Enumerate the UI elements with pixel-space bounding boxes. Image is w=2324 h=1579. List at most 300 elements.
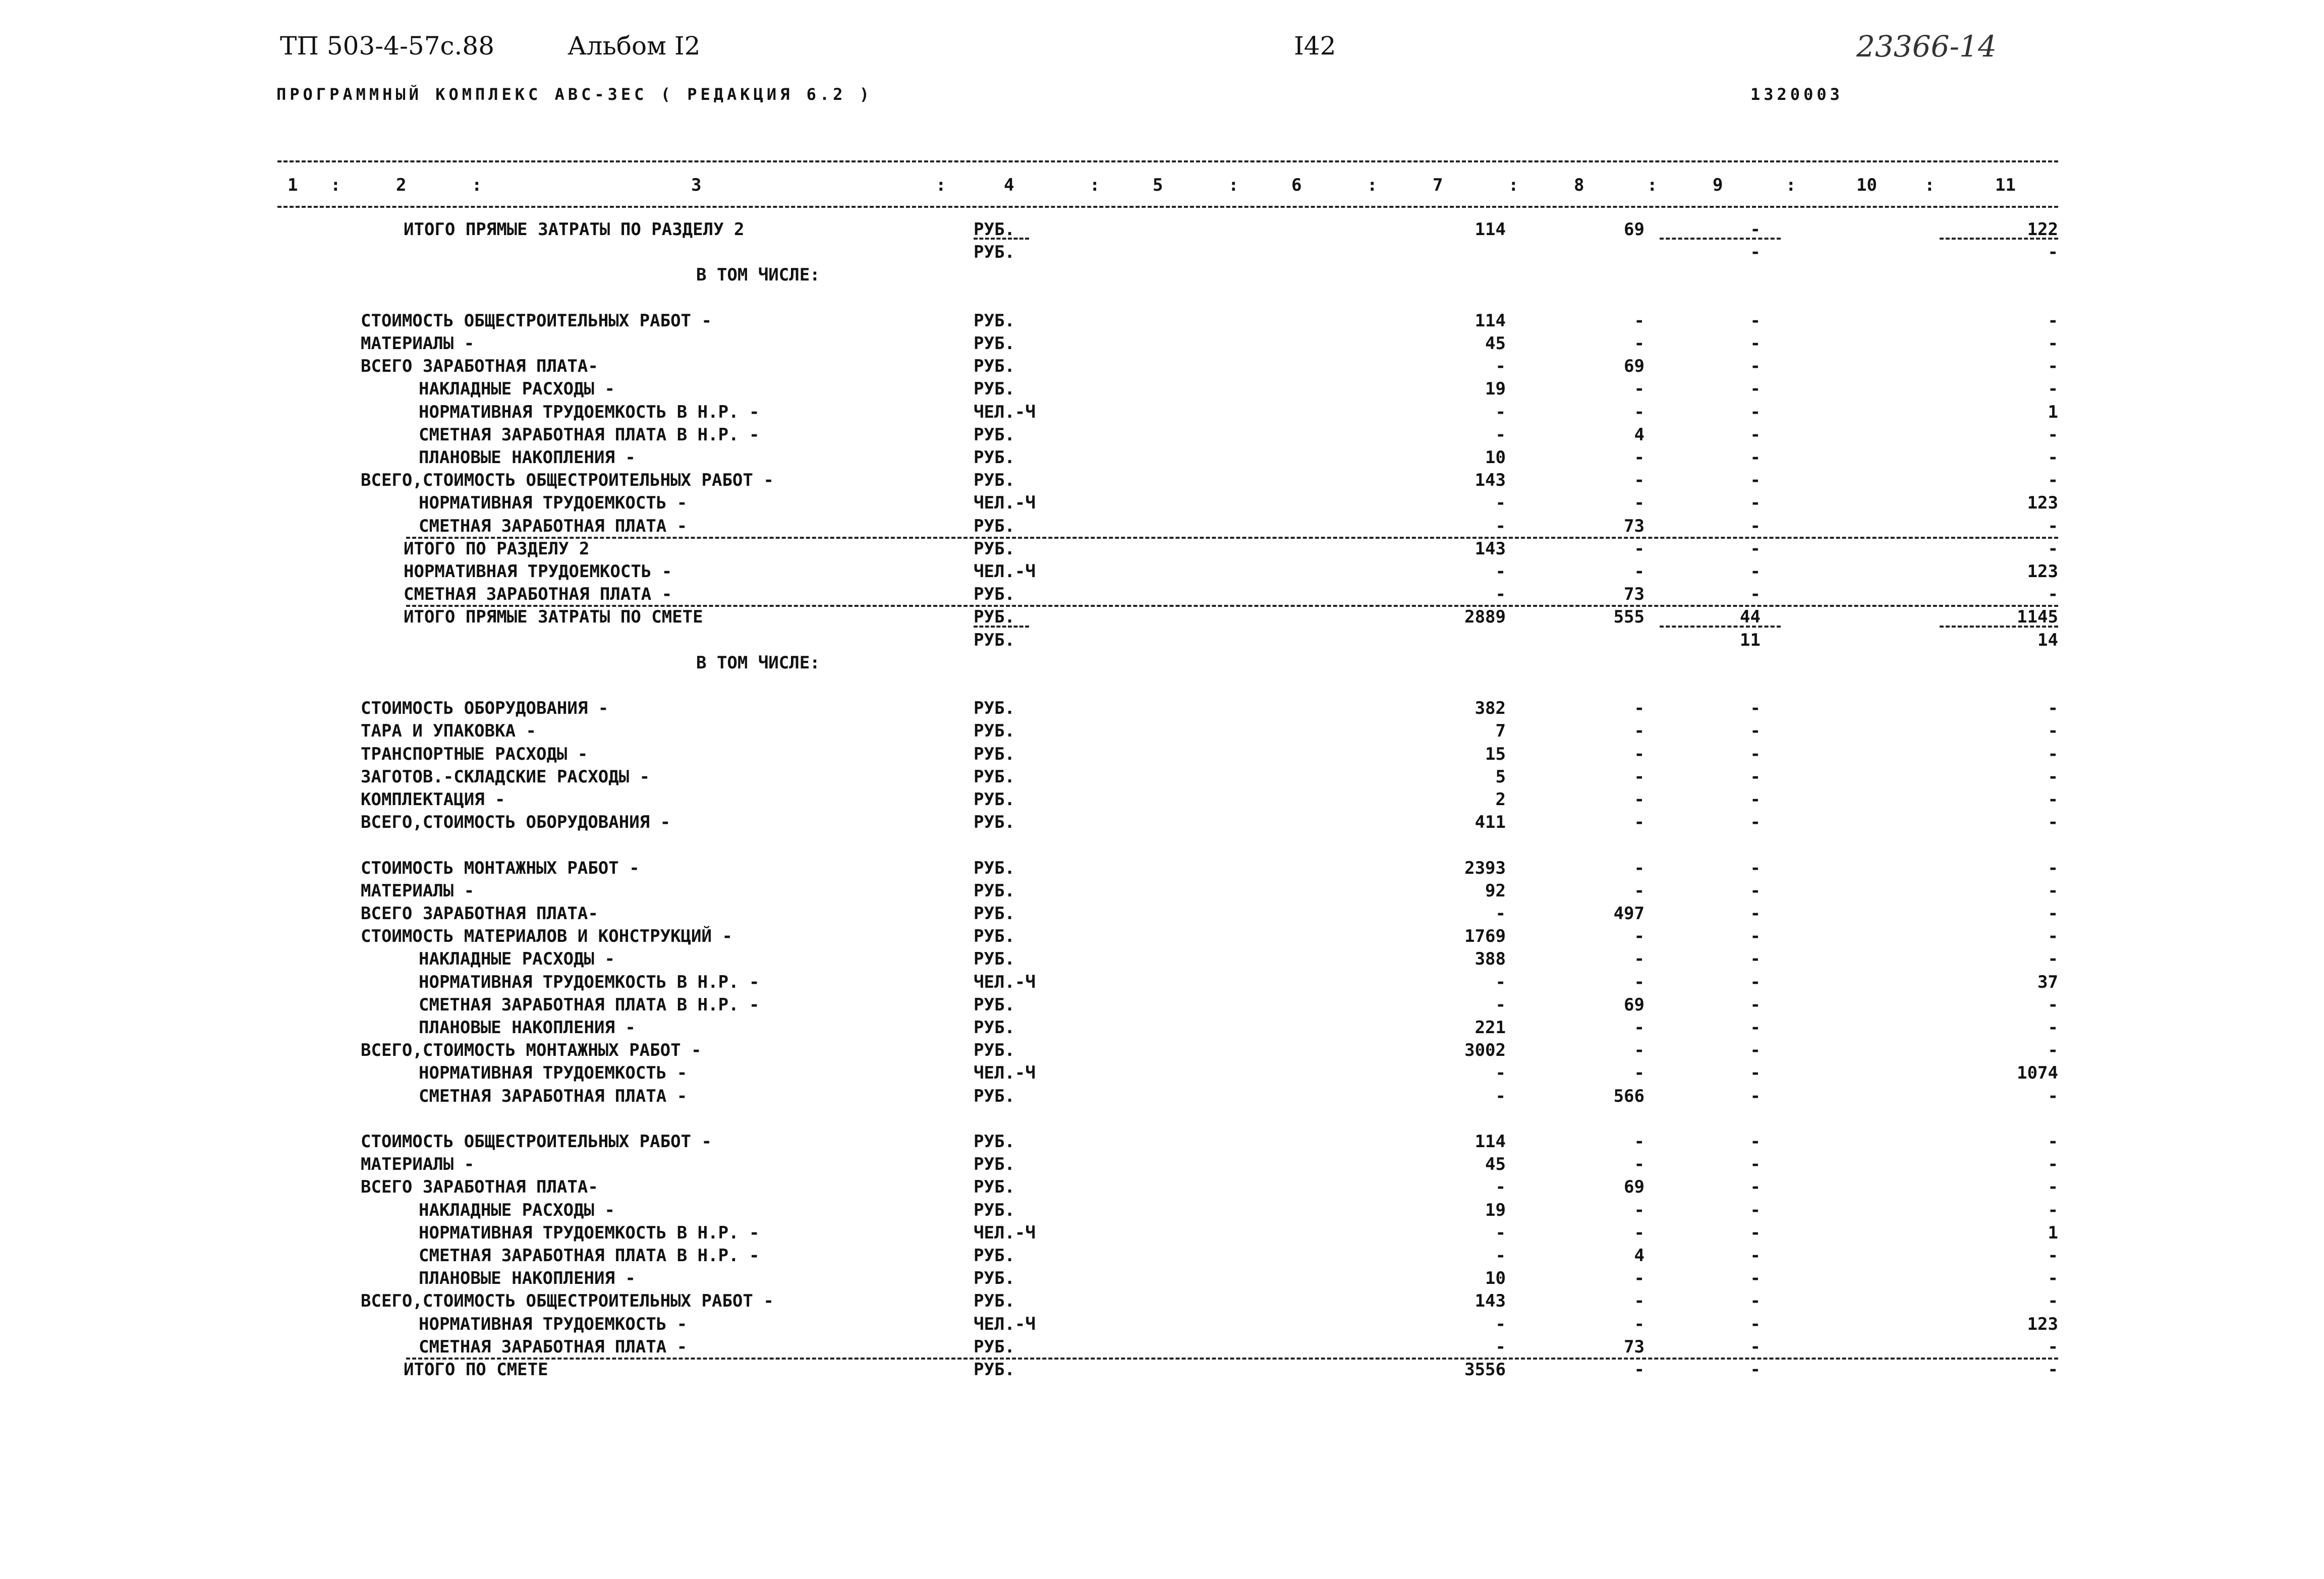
value-col-11: - [2048, 1177, 2058, 1197]
column-header: 11 [1995, 175, 2016, 195]
value-col-7: - [1495, 1063, 1506, 1083]
column-separator: : [936, 175, 946, 195]
value-col-7: - [1495, 425, 1506, 445]
row-unit: РУБ. [974, 1154, 1015, 1174]
value-col-11: - [2048, 1200, 2058, 1220]
value-col-8: - [1634, 561, 1645, 582]
value-col-8: - [1634, 949, 1645, 969]
row-label: НОРМАТИВНАЯ ТРУДОЕМКОСТЬ В Н.Р. - [419, 1223, 760, 1243]
section-rule [406, 537, 2058, 539]
value-col-11: - [2048, 1018, 2058, 1038]
row-label: ПЛАНОВЫЕ НАКОПЛЕНИЯ - [419, 447, 636, 468]
row-unit: РУБ. [974, 767, 1015, 787]
row-label: МАТЕРИАЛЫ - [361, 881, 475, 901]
subtotal-dash [1660, 626, 1781, 628]
row-label: ИТОГО ПО РАЗДЕЛУ 2 [404, 539, 590, 559]
value-col-11: - [2048, 311, 2058, 331]
value-col-7: 143 [1475, 470, 1506, 490]
value-col-8: - [1634, 721, 1645, 741]
row-unit: РУБ. [974, 1200, 1015, 1220]
value-col-9: - [1750, 972, 1761, 992]
row-label: СТОИМОСТЬ МОНТАЖНЫХ РАБОТ - [361, 858, 640, 878]
row-unit: РУБ. [974, 949, 1015, 969]
value-col-8: 497 [1613, 904, 1645, 924]
column-header: 7 [1433, 175, 1443, 195]
row-label: НОРМАТИВНАЯ ТРУДОЕМКОСТЬ - [419, 493, 688, 513]
value-col-8: - [1634, 333, 1645, 354]
row-label: ВСЕГО,СТОИМОСТЬ МОНТАЖНЫХ РАБОТ - [361, 1040, 702, 1060]
program-line: ПРОГРАММНЫЙ КОМПЛЕКС АВС-3ЕС ( РЕДАКЦИЯ 6.2 ) [276, 85, 873, 104]
row-unit: РУБ. [974, 881, 1015, 901]
value-col-8: - [1634, 1223, 1645, 1243]
row-label: СТОИМОСТЬ МАТЕРИАЛОВ И КОНСТРУКЦИЙ - [361, 926, 732, 946]
table-top-rule [277, 160, 2058, 162]
value-col-11: - [2048, 1360, 2058, 1380]
value-col-11: - [2048, 767, 2058, 787]
value-col-8: - [1634, 858, 1645, 878]
value-col-7: 2 [1495, 790, 1506, 810]
value-col-9: - [1750, 949, 1761, 969]
row-label: НОРМАТИВНАЯ ТРУДОЕМКОСТЬ - [404, 561, 672, 582]
value-col-8: 4 [1634, 1246, 1645, 1266]
value-col-7: 114 [1475, 219, 1506, 240]
subtotal-dash [1940, 238, 2058, 240]
value-col-11: - [2048, 1040, 2058, 1060]
row-unit: РУБ. [974, 333, 1015, 354]
value-col-7: 143 [1475, 1291, 1506, 1311]
value-col-11: - [2048, 1086, 2058, 1106]
value-col-8: - [1634, 812, 1645, 832]
row-unit: РУБ. [974, 219, 1015, 240]
value-col-11: 14 [2037, 630, 2058, 650]
value-col-7: 411 [1475, 812, 1506, 832]
row-unit: РУБ. [974, 926, 1015, 946]
row-label: ПЛАНОВЫЕ НАКОПЛЕНИЯ - [419, 1268, 636, 1288]
value-col-7: - [1495, 1177, 1506, 1197]
value-col-7: 45 [1485, 333, 1506, 354]
row-label: ЗАГОТОВ.-СКЛАДСКИЕ РАСХОДЫ - [361, 767, 650, 787]
value-col-7: 114 [1475, 1132, 1506, 1152]
value-col-8: - [1634, 1063, 1645, 1083]
column-separator: : [1367, 175, 1378, 195]
value-col-9: - [1750, 1086, 1761, 1106]
album-label: Альбом I2 [568, 31, 701, 61]
value-col-9: - [1750, 1177, 1761, 1197]
value-col-9: - [1750, 402, 1761, 422]
row-label: ИТОГО ПО СМЕТЕ [404, 1360, 548, 1380]
row-unit: ЧЕЛ.-Ч [974, 561, 1036, 582]
table-header-rule [277, 206, 2058, 208]
value-col-7: 7 [1495, 721, 1506, 741]
row-unit: ЧЕЛ.-Ч [974, 1063, 1036, 1083]
row-unit: РУБ. [974, 1360, 1015, 1380]
page-number: I42 [1294, 31, 1336, 61]
value-col-11: - [2048, 858, 2058, 878]
value-col-8: 69 [1624, 356, 1645, 376]
value-col-9: - [1750, 858, 1761, 878]
row-unit: РУБ. [974, 904, 1015, 924]
value-col-8: - [1634, 1314, 1645, 1334]
row-label: ВСЕГО ЗАРАБОТНАЯ ПЛАТА- [361, 1177, 598, 1197]
value-col-7: 19 [1485, 379, 1506, 399]
value-col-11: - [2048, 356, 2058, 376]
value-col-9: - [1750, 1360, 1761, 1380]
value-col-7: - [1495, 995, 1506, 1015]
value-col-7: 5 [1495, 767, 1506, 787]
value-col-11: 123 [2027, 561, 2058, 582]
value-col-7: 2889 [1464, 607, 1506, 627]
value-col-7: - [1495, 1337, 1506, 1357]
row-unit: ЧЕЛ.-Ч [974, 972, 1036, 992]
value-col-9: - [1750, 584, 1761, 604]
value-col-9: - [1750, 1314, 1761, 1334]
row-unit: РУБ. [974, 1040, 1015, 1060]
value-col-9: - [1750, 812, 1761, 832]
row-label: СМЕТНАЯ ЗАРАБОТНАЯ ПЛАТА - [419, 1086, 688, 1106]
row-unit: РУБ. [974, 1086, 1015, 1106]
value-col-7: 19 [1485, 1200, 1506, 1220]
value-col-7: - [1495, 1246, 1506, 1266]
row-unit: РУБ. [974, 1246, 1015, 1266]
value-col-8: 69 [1624, 1177, 1645, 1197]
value-col-8: 73 [1624, 584, 1645, 604]
row-unit: РУБ. [974, 1132, 1015, 1152]
value-col-7: - [1495, 493, 1506, 513]
row-label: В ТОМ ЧИСЛЕ: [696, 265, 820, 285]
value-col-11: - [2048, 333, 2058, 354]
value-col-7: - [1495, 1314, 1506, 1334]
value-col-8: - [1634, 1154, 1645, 1174]
value-col-11: - [2048, 470, 2058, 490]
value-col-11: - [2048, 744, 2058, 764]
value-col-9: - [1750, 1291, 1761, 1311]
column-header: 10 [1856, 175, 1877, 195]
row-unit: РУБ. [974, 311, 1015, 331]
value-col-11: - [2048, 926, 2058, 946]
row-unit: РУБ. [974, 1177, 1015, 1197]
row-unit: РУБ. [974, 630, 1015, 650]
row-unit: РУБ. [974, 1018, 1015, 1038]
value-col-8: - [1634, 1360, 1645, 1380]
row-label: ПЛАНОВЫЕ НАКОПЛЕНИЯ - [419, 1018, 636, 1038]
row-unit: ЧЕЛ.-Ч [974, 493, 1036, 513]
value-col-11: - [2048, 1246, 2058, 1266]
column-header: 8 [1574, 175, 1584, 195]
column-separator: : [1786, 175, 1796, 195]
value-col-8: - [1634, 1040, 1645, 1060]
value-col-8: - [1634, 1132, 1645, 1152]
value-col-11: - [2048, 1268, 2058, 1288]
value-col-9: - [1750, 767, 1761, 787]
row-label: СТОИМОСТЬ ОБОРУДОВАНИЯ - [361, 698, 609, 718]
value-col-11: 123 [2027, 493, 2058, 513]
value-col-7: 1769 [1464, 926, 1506, 946]
row-unit: РУБ. [974, 356, 1015, 376]
value-col-11: 123 [2027, 1314, 2058, 1334]
value-col-7: 45 [1485, 1154, 1506, 1174]
column-separator: : [330, 175, 341, 195]
subtotal-dash [974, 626, 1029, 628]
subtotal-dash [974, 238, 1029, 240]
value-col-8: - [1634, 767, 1645, 787]
value-col-11: - [2048, 721, 2058, 741]
value-col-11: - [2048, 379, 2058, 399]
row-unit: РУБ. [974, 425, 1015, 445]
column-header: 4 [1004, 175, 1014, 195]
subtotal-dash [1660, 238, 1781, 240]
value-col-8: - [1634, 379, 1645, 399]
value-col-11: 1 [2048, 1223, 2058, 1243]
row-unit: ЧЕЛ.-Ч [974, 1223, 1036, 1243]
value-col-8: - [1634, 790, 1645, 810]
column-header: 2 [396, 175, 407, 195]
row-unit: РУБ. [974, 1337, 1015, 1357]
value-col-9: - [1750, 881, 1761, 901]
value-col-9: - [1750, 698, 1761, 718]
value-col-9: - [1750, 995, 1761, 1015]
column-separator: : [1647, 175, 1658, 195]
row-label: НОРМАТИВНАЯ ТРУДОЕМКОСТЬ - [419, 1314, 688, 1334]
row-unit: РУБ. [974, 584, 1015, 604]
row-unit: РУБ. [974, 470, 1015, 490]
row-label: МАТЕРИАЛЫ - [361, 1154, 475, 1174]
value-col-7: 3556 [1464, 1360, 1506, 1380]
value-col-11: 122 [2027, 219, 2058, 240]
value-col-11: - [2048, 995, 2058, 1015]
row-unit: РУБ. [974, 721, 1015, 741]
value-col-7: 143 [1475, 539, 1506, 559]
value-col-8: - [1634, 447, 1645, 468]
value-col-11: - [2048, 1154, 2058, 1174]
row-label: НАКЛАДНЫЕ РАСХОДЫ - [419, 1200, 615, 1220]
value-col-11: - [2048, 584, 2058, 604]
value-col-9: - [1750, 926, 1761, 946]
value-col-7: 382 [1475, 698, 1506, 718]
value-col-9: - [1750, 493, 1761, 513]
value-col-9: - [1750, 1063, 1761, 1083]
value-col-11: - [2048, 790, 2058, 810]
value-col-11: 1 [2048, 402, 2058, 422]
value-col-11: - [2048, 1337, 2058, 1357]
row-label: НОРМАТИВНАЯ ТРУДОЕМКОСТЬ В Н.Р. - [419, 402, 760, 422]
column-separator: : [472, 175, 482, 195]
value-col-8: - [1634, 470, 1645, 490]
value-col-7: 114 [1475, 311, 1506, 331]
value-col-11: - [2048, 1291, 2058, 1311]
row-unit: ЧЕЛ.-Ч [974, 402, 1036, 422]
value-col-8: 73 [1624, 1337, 1645, 1357]
column-header: 6 [1291, 175, 1302, 195]
value-col-7: 3002 [1464, 1040, 1506, 1060]
column-header: 5 [1153, 175, 1163, 195]
value-col-7: 10 [1485, 447, 1506, 468]
row-unit: РУБ. [974, 698, 1015, 718]
value-col-8: - [1634, 402, 1645, 422]
row-label: МАТЕРИАЛЫ - [361, 333, 475, 354]
value-col-8: - [1634, 926, 1645, 946]
row-label: ВСЕГО,СТОИМОСТЬ ОБЩЕСТРОИТЕЛЬНЫХ РАБОТ - [361, 470, 774, 490]
value-col-9: - [1750, 744, 1761, 764]
column-header: 1 [288, 175, 298, 195]
value-col-8: 69 [1624, 219, 1645, 240]
value-col-7: 2393 [1464, 858, 1506, 878]
value-col-9: - [1750, 333, 1761, 354]
value-col-8: - [1634, 744, 1645, 764]
value-col-11: - [2048, 881, 2058, 901]
value-col-11: - [2048, 812, 2058, 832]
value-col-11: - [2048, 949, 2058, 969]
value-col-9: - [1750, 470, 1761, 490]
value-col-8: 69 [1624, 995, 1645, 1015]
row-unit: РУБ. [974, 539, 1015, 559]
row-label: СМЕТНАЯ ЗАРАБОТНАЯ ПЛАТА - [419, 1337, 688, 1357]
value-col-9: - [1750, 425, 1761, 445]
value-col-7: - [1495, 516, 1506, 536]
value-col-9: - [1750, 356, 1761, 376]
value-col-8: - [1634, 1268, 1645, 1288]
value-col-7: 221 [1475, 1018, 1506, 1038]
value-col-11: 37 [2037, 972, 2058, 992]
value-col-9: - [1750, 311, 1761, 331]
column-separator: : [1508, 175, 1519, 195]
row-label: СМЕТНАЯ ЗАРАБОТНАЯ ПЛАТА В Н.Р. - [419, 995, 760, 1015]
value-col-9: - [1750, 1200, 1761, 1220]
value-col-8: - [1634, 311, 1645, 331]
column-separator: : [1090, 175, 1100, 195]
value-col-11: - [2048, 242, 2058, 262]
row-label: ТАРА И УПАКОВКА - [361, 721, 536, 741]
row-label: СМЕТНАЯ ЗАРАБОТНАЯ ПЛАТА - [404, 584, 672, 604]
row-label: ВСЕГО ЗАРАБОТНАЯ ПЛАТА- [361, 356, 598, 376]
value-col-8: 555 [1613, 607, 1645, 627]
subtotal-dash [1940, 626, 2058, 628]
value-col-11: - [2048, 516, 2058, 536]
value-col-9: - [1750, 1040, 1761, 1060]
column-header: 9 [1713, 175, 1723, 195]
row-unit: ЧЕЛ.-Ч [974, 1314, 1036, 1334]
value-col-7: - [1495, 356, 1506, 376]
value-col-7: 92 [1485, 881, 1506, 901]
value-col-8: 73 [1624, 516, 1645, 536]
value-col-9: - [1750, 1132, 1761, 1152]
row-label: КОМПЛЕКТАЦИЯ - [361, 790, 505, 810]
value-col-11: 1074 [2017, 1063, 2058, 1083]
value-col-9: - [1750, 561, 1761, 582]
value-col-7: - [1495, 972, 1506, 992]
value-col-11: - [2048, 698, 2058, 718]
row-unit: РУБ. [974, 516, 1015, 536]
code-number: 1320003 [1750, 85, 1843, 104]
value-col-8: - [1634, 493, 1645, 513]
row-label: СТОИМОСТЬ ОБЩЕСТРОИТЕЛЬНЫХ РАБОТ - [361, 311, 712, 331]
row-label: СМЕТНАЯ ЗАРАБОТНАЯ ПЛАТА - [419, 516, 688, 536]
value-col-7: - [1495, 584, 1506, 604]
row-unit: РУБ. [974, 607, 1015, 627]
value-col-9: - [1750, 379, 1761, 399]
row-unit: РУБ. [974, 1291, 1015, 1311]
value-col-9: - [1750, 219, 1761, 240]
value-col-11: - [2048, 904, 2058, 924]
row-label: СМЕТНАЯ ЗАРАБОТНАЯ ПЛАТА В Н.Р. - [419, 425, 760, 445]
value-col-11: 1145 [2017, 607, 2058, 627]
value-col-9: - [1750, 516, 1761, 536]
value-col-11: - [2048, 447, 2058, 468]
value-col-7: - [1495, 1223, 1506, 1243]
value-col-7: 15 [1485, 744, 1506, 764]
row-label: НОРМАТИВНАЯ ТРУДОЕМКОСТЬ - [419, 1063, 688, 1083]
value-col-11: - [2048, 1132, 2058, 1152]
row-unit: РУБ. [974, 242, 1015, 262]
row-unit: РУБ. [974, 744, 1015, 764]
value-col-7: - [1495, 402, 1506, 422]
column-separator: : [1924, 175, 1935, 195]
value-col-9: - [1750, 242, 1761, 262]
row-label: СТОИМОСТЬ ОБЩЕСТРОИТЕЛЬНЫХ РАБОТ - [361, 1132, 712, 1152]
doc-code: ТП 503-4-57с.88 [280, 31, 495, 61]
value-col-9: 44 [1740, 607, 1761, 627]
row-unit: РУБ. [974, 812, 1015, 832]
column-header: 3 [691, 175, 702, 195]
row-label: НАКЛАДНЫЕ РАСХОДЫ - [419, 379, 615, 399]
value-col-11: - [2048, 539, 2058, 559]
column-separator: : [1228, 175, 1239, 195]
row-unit: РУБ. [974, 995, 1015, 1015]
value-col-8: - [1634, 972, 1645, 992]
value-col-7: 10 [1485, 1268, 1506, 1288]
handwritten-number: 23366-14 [1856, 29, 1997, 64]
row-label: ИТОГО ПРЯМЫЕ ЗАТРАТЫ ПО СМЕТЕ [404, 607, 703, 627]
row-unit: РУБ. [974, 447, 1015, 468]
value-col-9: - [1750, 1246, 1761, 1266]
row-label: СМЕТНАЯ ЗАРАБОТНАЯ ПЛАТА В Н.Р. - [419, 1246, 760, 1266]
row-label: ВСЕГО ЗАРАБОТНАЯ ПЛАТА- [361, 904, 598, 924]
value-col-8: 566 [1613, 1086, 1645, 1106]
value-col-9: - [1750, 539, 1761, 559]
value-col-11: - [2048, 425, 2058, 445]
value-col-8: - [1634, 1291, 1645, 1311]
value-col-8: - [1634, 539, 1645, 559]
row-unit: РУБ. [974, 790, 1015, 810]
value-col-8: - [1634, 881, 1645, 901]
value-col-9: - [1750, 447, 1761, 468]
row-unit: РУБ. [974, 379, 1015, 399]
row-label: ВСЕГО,СТОИМОСТЬ ОБЩЕСТРОИТЕЛЬНЫХ РАБОТ - [361, 1291, 774, 1311]
value-col-7: - [1495, 1086, 1506, 1106]
value-col-9: - [1750, 790, 1761, 810]
row-unit: РУБ. [974, 1268, 1015, 1288]
row-label: ИТОГО ПРЯМЫЕ ЗАТРАТЫ ПО РАЗДЕЛУ 2 [404, 219, 745, 240]
value-col-7: - [1495, 904, 1506, 924]
value-col-8: - [1634, 1018, 1645, 1038]
row-unit: РУБ. [974, 858, 1015, 878]
section-rule [406, 1358, 2058, 1360]
value-col-9: - [1750, 1268, 1761, 1288]
value-col-9: 11 [1740, 630, 1761, 650]
row-label: В ТОМ ЧИСЛЕ: [696, 653, 820, 673]
value-col-9: - [1750, 1223, 1761, 1243]
value-col-9: - [1750, 1337, 1761, 1357]
row-label: НОРМАТИВНАЯ ТРУДОЕМКОСТЬ В Н.Р. - [419, 972, 760, 992]
value-col-9: - [1750, 1154, 1761, 1174]
value-col-8: 4 [1634, 425, 1645, 445]
row-label: ВСЕГО,СТОИМОСТЬ ОБОРУДОВАНИЯ - [361, 812, 671, 832]
value-col-9: - [1750, 904, 1761, 924]
value-col-8: - [1634, 698, 1645, 718]
value-col-7: - [1495, 561, 1506, 582]
row-label: ТРАНСПОРТНЫЕ РАСХОДЫ - [361, 744, 588, 764]
value-col-7: 388 [1475, 949, 1506, 969]
value-col-9: - [1750, 721, 1761, 741]
